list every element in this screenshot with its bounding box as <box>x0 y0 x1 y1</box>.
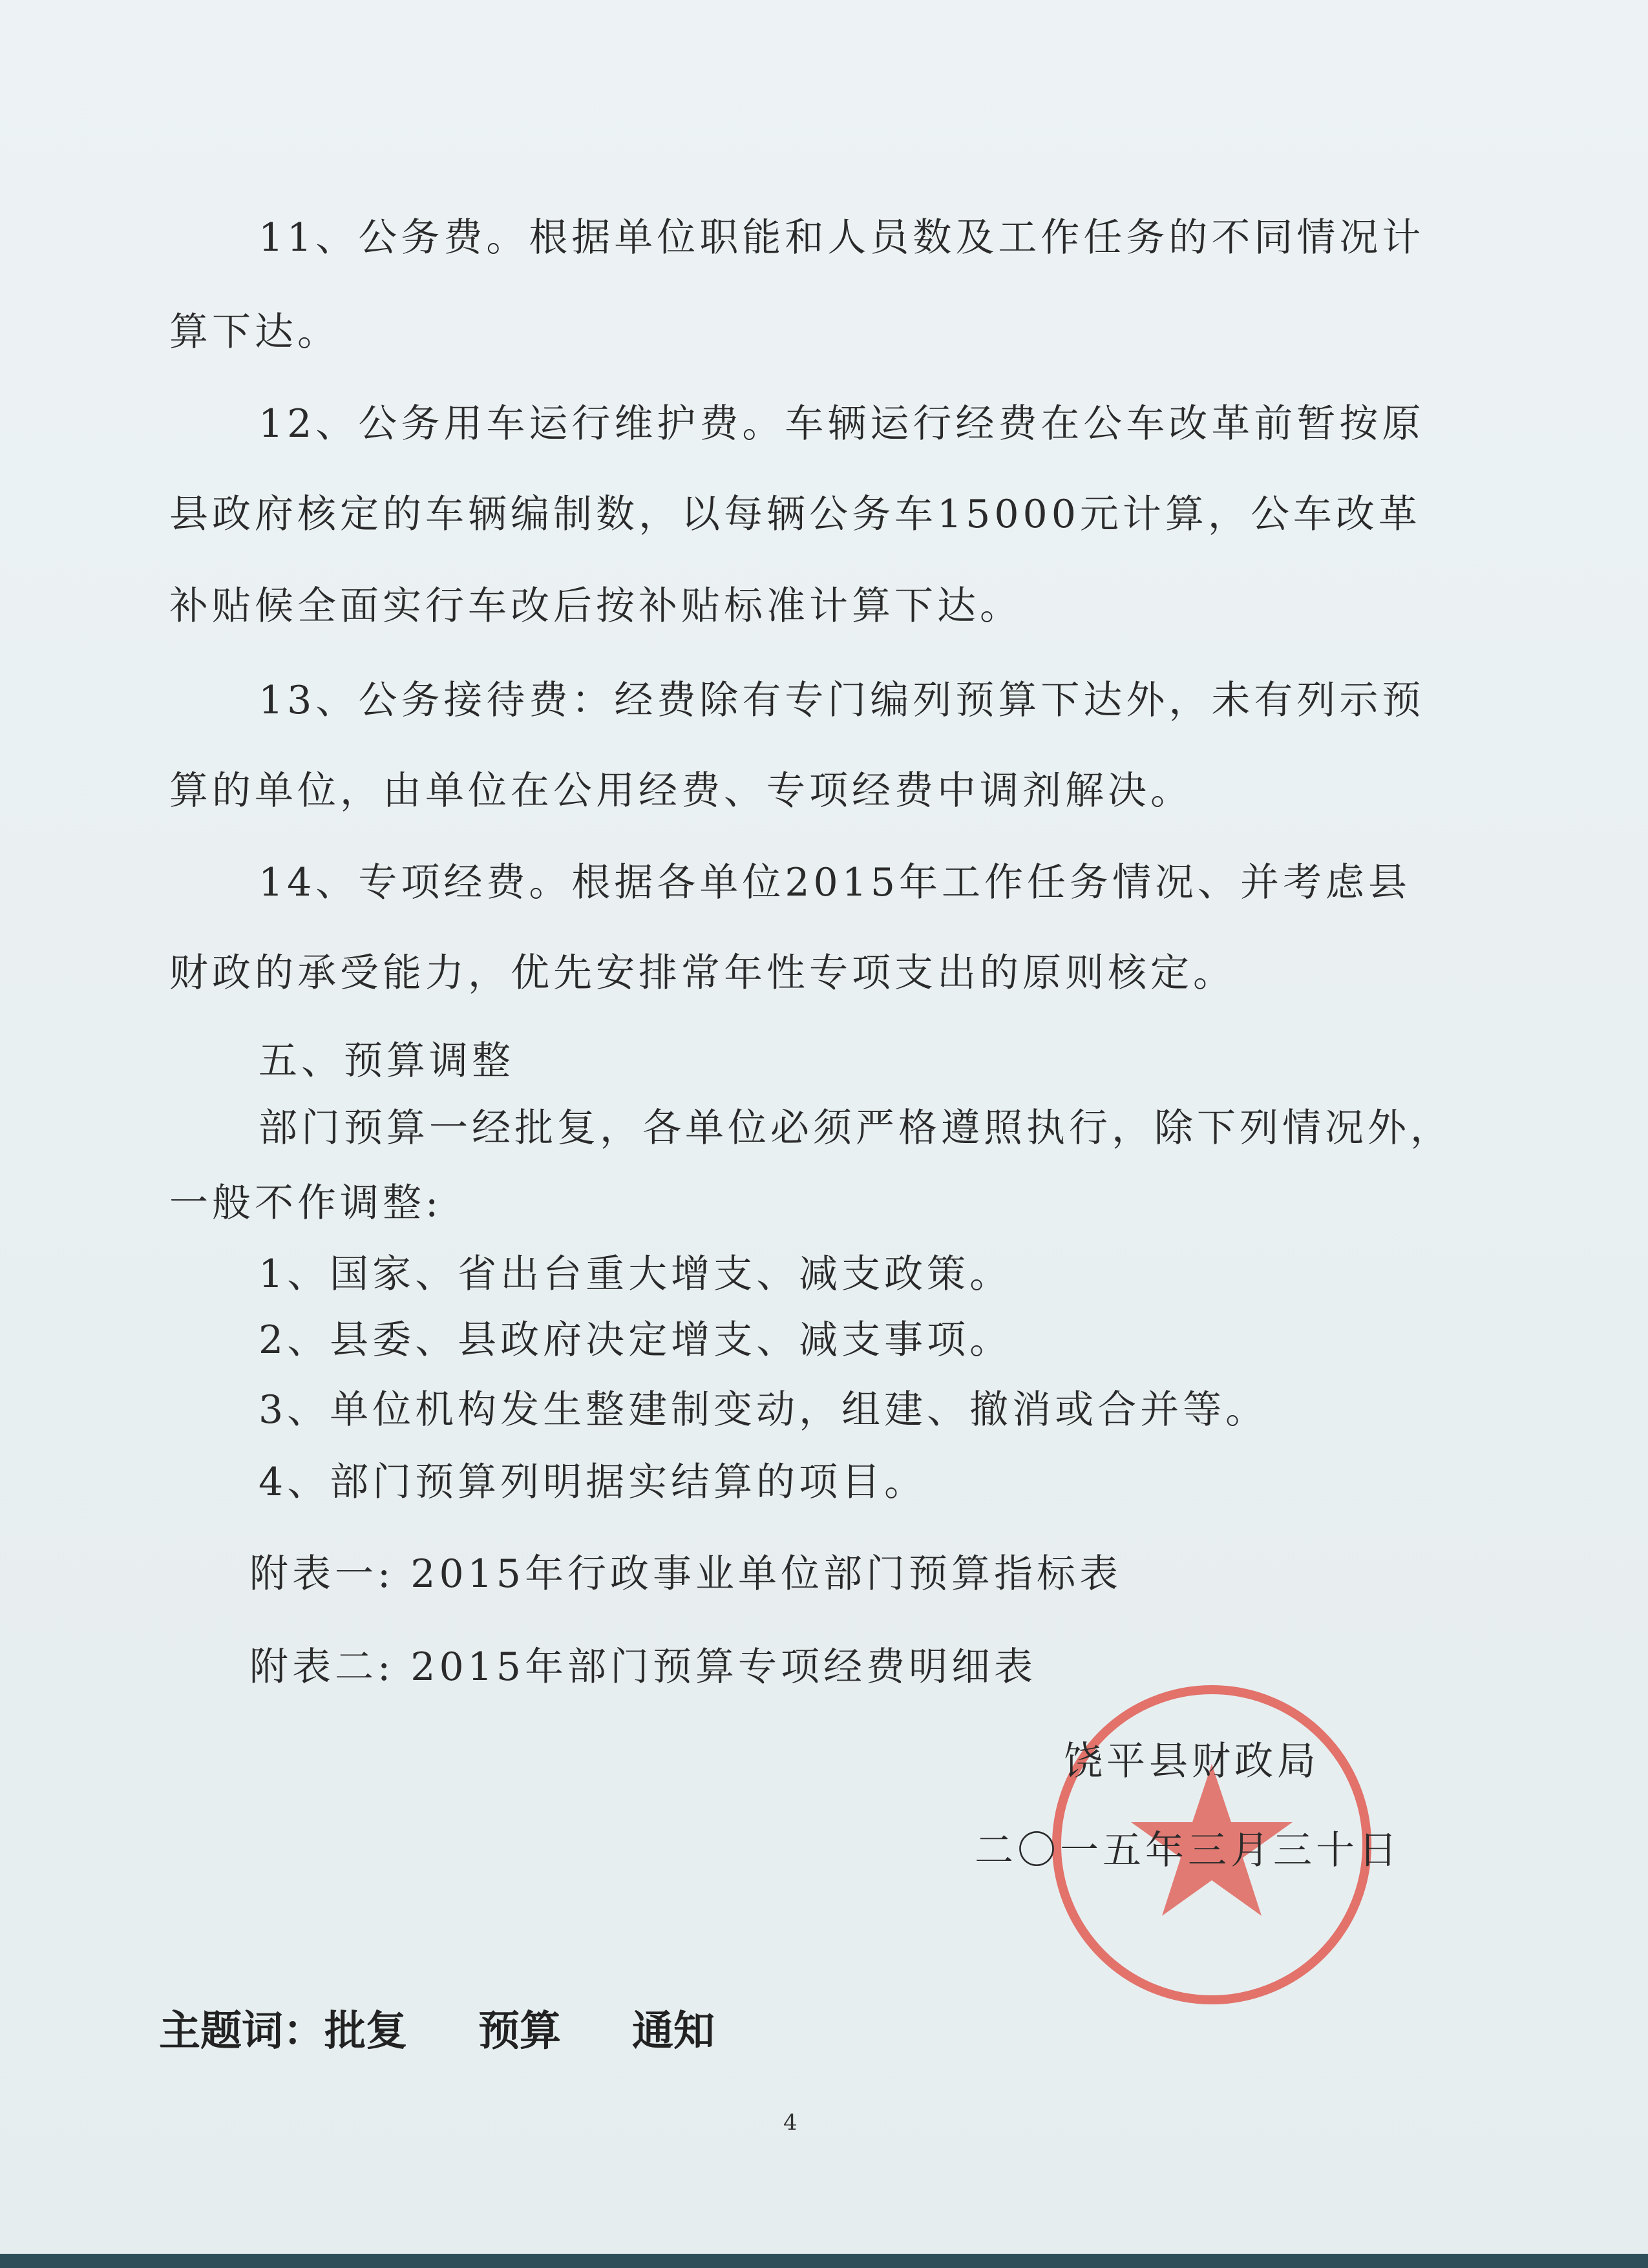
attachment-1: 附表一: 2015年行政事业单位部门预算指标表 <box>249 1551 1122 1597</box>
paragraph-12-line-1: 12、公务用车运行维护费。车辆运行经费在公车改革前暂按原 <box>259 401 1425 446</box>
scan-edge-bar <box>0 2254 1648 2268</box>
adjustment-item-1: 1、国家、省出台重大增支、减支政策。 <box>259 1252 1013 1297</box>
issue-date: 二〇一五年三月三十日 <box>975 1828 1401 1873</box>
adjustment-item-4: 4、部门预算列明据实结算的项目。 <box>259 1460 927 1505</box>
adjustment-item-3: 3、单位机构发生整建制变动，组建、撤消或合并等。 <box>259 1387 1269 1433</box>
attachment-2: 附表二: 2015年部门预算专项经费明细表 <box>249 1644 1037 1690</box>
section-5-intro-line-2: 一般不作调整: <box>169 1181 443 1226</box>
paragraph-13-line-1: 13、公务接待费：经费除有专门编列预算下达外，未有列示预 <box>259 678 1425 723</box>
paragraph-11-line-2: 算下达。 <box>169 310 340 355</box>
keyword-notice: 通知 <box>632 2008 715 2055</box>
subject-keywords <box>159 2008 715 2055</box>
keyword-approval: 批复 <box>324 2008 407 2055</box>
paragraph-12-line-2: 县政府核定的车辆编制数，以每辆公务车15000元计算，公车改革 <box>169 492 1421 537</box>
section-5-heading: 五、预算调整 <box>259 1038 514 1084</box>
paragraph-12-line-3: 补贴候全面实行车改后按补贴标准计算下达。 <box>169 583 1022 629</box>
paragraph-14-line-2: 财政的承受能力，优先安排常年性专项支出的原则核定。 <box>169 950 1236 996</box>
paragraph-14-line-1: 14、专项经费。根据各单位2015年工作任务情况、并考虑县 <box>259 860 1411 905</box>
section-5-intro-line-1: 部门预算一经批复，各单位必须严格遵照执行，除下列情况外， <box>259 1106 1453 1151</box>
paragraph-13-line-2: 算的单位，由单位在公用经费、专项经费中调剂解决。 <box>169 768 1193 814</box>
issuer-name: 饶平县财政局 <box>1064 1739 1320 1784</box>
adjustment-item-2: 2、县委、县政府决定增支、减支事项。 <box>259 1318 1013 1363</box>
keywords-label: 主题词： <box>159 2008 324 2055</box>
paragraph-11-line-1: 11、公务费。根据单位职能和人员数及工作任务的不同情况计 <box>259 215 1425 260</box>
keyword-budget: 预算 <box>478 2008 561 2055</box>
page-number: 4 <box>783 2110 798 2136</box>
